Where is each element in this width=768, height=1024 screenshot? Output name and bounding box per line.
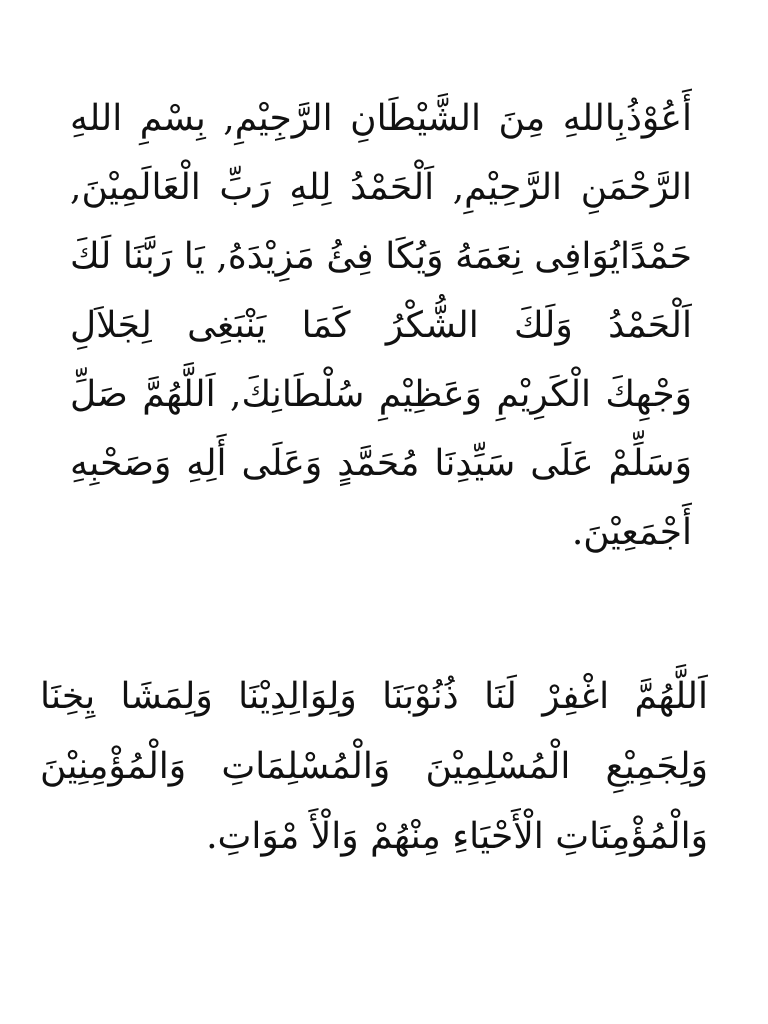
opening-prayer-paragraph [70,84,692,567]
text-line: اَلْحَمْدُ وَلَكَ الشُّكْرُ كَمَا يَنْبَغِى لِجَلاَلِ [70,305,692,346]
text-line: وَجْهِكَ الْكَرِيْمِ وَعَظِيْمِ سُلْطَانِكَ, اَللَّهُمَّ صَلِّ [70,374,692,415]
text-line: وَسَلِّمْ عَلَى سَيِّدِنَا مُحَمَّدٍ وَعَلَى أَلِهِ وَصَحْبِهِ [70,443,692,484]
supplication-paragraph [40,662,708,872]
text-line: حَمْدًايُوَافِى نِعَمَهُ وَيُكَا فِئُ مَزِيْدَهُ, يَا رَبَّنَا لَكَ [70,236,692,277]
text-line: أَعُوْذُبِاللهِ مِنَ الشَّيْطَانِ الرَّجِيْمِ, بِسْمِ اللهِ [70,98,692,139]
text-line: اَللَّهُمَّ اغْفِرْ لَنَا ذُنُوْبَنَا وَلِوَالِدِيْنَا وَلِمَشَا يِخِنَا [40,676,708,717]
text-line: وَالْمُؤْمِنَاتِ الْأَحْيَاءِ مِنْهُمْ وَالْأَ مْوَاتِ. [206,816,708,857]
text-line: الرَّحْمَنِ الرَّحِيْمِ, اَلْحَمْدُ لِلهِ رَبِّ الْعَالَمِيْنَ, [70,167,692,208]
text-line: أَجْمَعِيْنَ. [571,512,692,553]
text-line: وَلِجَمِيْعِ الْمُسْلِمِيْنَ وَالْمُسْلِمَاتِ وَالْمُؤْمِنِيْنَ [40,746,708,787]
